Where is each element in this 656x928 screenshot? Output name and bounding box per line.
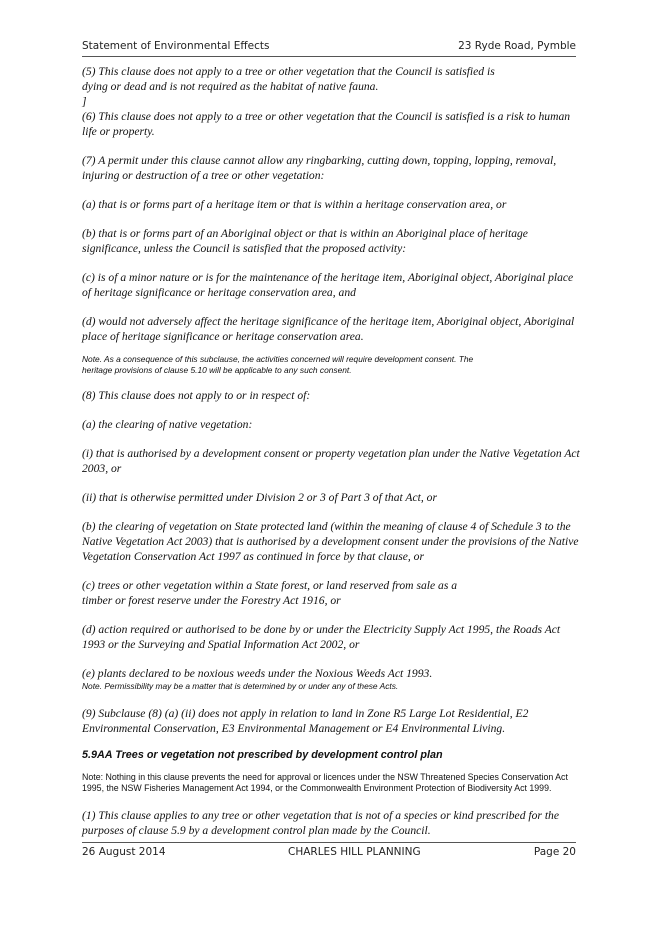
- clause-8e: (e) plants declared to be noxious weeds under the Noxious Weeds Act 1993.: [82, 667, 433, 680]
- clause-7d: (d) would not adversely affect the heritage significance of the heritage item, Aboriginal object, Aboriginal place of heritage significance or heritage conservation area.: [82, 315, 575, 343]
- clause-6: (6) This clause does not apply to a tree or other vegetation that the Council is satisfied is a risk to human life or property.: [82, 110, 571, 138]
- clause-8a-ii: (ii) that is otherwise permitted under Division 2 or 3 of Part 3 of that Act, or: [82, 491, 437, 504]
- clause-9: (9) Subclause (8) (a) (ii) does not apply in relation to land in Zone R5 Large Lot Residential, E2 Environmental Conservation, E3 Environmental Management or E4 Environmental Living.: [82, 707, 529, 735]
- clause-7: (7) A permit under this clause cannot allow any ringbarking, cutting down, topping, lopping, removal, injuring or destruction of a tree or other vegetation:: [82, 154, 557, 182]
- header-document-title: Statement of Environmental Effects: [82, 40, 270, 52]
- clause-7a: (a) that is or forms part of a heritage item or that is within a heritage conservation area, or: [82, 198, 507, 211]
- clause-8c: (c) trees or other vegetation within a State forest, or land reserved from sale as a timber or forest reserve under the Forestry Act 1916, or: [82, 579, 458, 607]
- page-footer: [82, 846, 576, 862]
- footer-page-indicator: [534, 846, 576, 858]
- header-site-address: 23 Ryde Road, Pymble: [458, 40, 576, 52]
- clause-8b: (b) the clearing of vegetation on State protected land (within the meaning of clause 4 of Schedule 3 to the Native Vegetation Act 2003) that is authorised by a development consent under the provisions of the Native Vegetation Conservation Act 1997 as continued in force by that clause, or: [82, 520, 579, 563]
- footer-page-number: 20: [562, 846, 576, 858]
- clause-8a-i: (i) that is authorised by a development consent or property vegetation plan under the Native Vegetation Act 2003, or: [82, 447, 580, 475]
- clause-5: (5) This clause does not apply to a tree or other vegetation that the Council is satisfied is dying or dead and is not required as the habitat of native fauna.: [82, 65, 495, 93]
- clause-8: (8) This clause does not apply to or in respect of:: [82, 389, 311, 402]
- clause-7c: (c) is of a minor nature or is for the maintenance of the heritage item, Aboriginal object, Aboriginal place of heritage significance or heritage conservation area, and: [82, 271, 574, 299]
- note-heritage-consent: Note. As a consequence of this subclause, the activities concerned will require development consent. The heritage provisions of clause 5.10 will be applicable to any such consent.: [82, 354, 474, 375]
- clause-7b: (b) that is or forms part of an Aboriginal object or that is within an Aboriginal place of heritage significance, unless the Council is satisfied that the proposed activity:: [82, 227, 528, 255]
- clause-5-9aa-1: (1) This clause applies to any tree or other vegetation that is not of a species or kind prescribed for the purposes of clause 5.9 by a development control plan made by the Council.: [82, 809, 559, 837]
- note-approvals: Note: Nothing in this clause prevents the need for approval or licences under the NSW Threatened Species Conservation Act 1995, the NSW Fisheries Management Act 1994, or the Commonwealth Environment Protection of Biodiversity Act 1999.: [82, 772, 568, 793]
- footer-page-label: Page: [533, 846, 560, 858]
- page-header: [82, 40, 576, 54]
- note-permissibility: Note. Permissibility may be a matter that is determined by or under any of these Acts.: [82, 681, 399, 691]
- clause-8a: (a) the clearing of native vegetation:: [82, 418, 253, 431]
- clause-8d: (d) action required or authorised to be done by or under the Electricity Supply Act 1995, the Roads Act 1993 or the Surveying and Spatial Information Act 2002, or: [82, 623, 561, 651]
- stray-bracket: ]: [82, 95, 87, 108]
- section-heading-5-9aa: 5.9AA Trees or vegetation not prescribed by development control plan: [82, 749, 443, 761]
- footer-rule: [82, 842, 576, 843]
- footer-date: 26 August 2014: [82, 846, 166, 858]
- footer-company: CHARLES HILL PLANNING: [288, 846, 421, 858]
- header-rule: [82, 56, 576, 57]
- page-body: [82, 64, 582, 838]
